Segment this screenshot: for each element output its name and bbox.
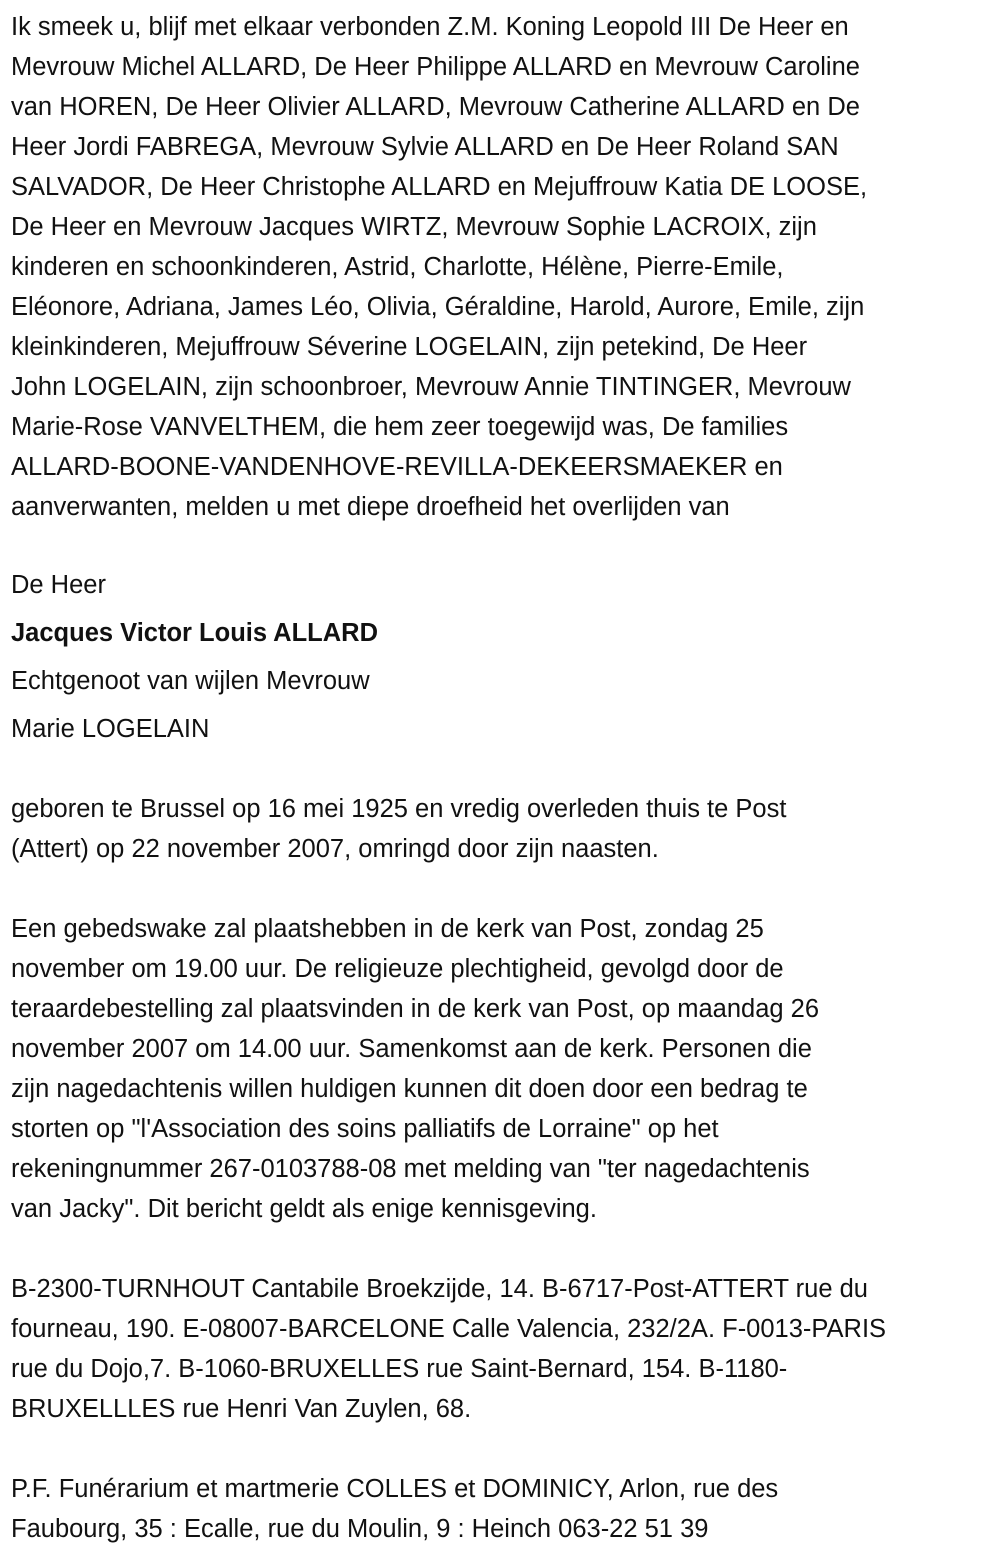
text-line: John LOGELAIN, zijn schoonbroer, Mevrouw Annie TINTINGER, Mevrouw bbox=[11, 373, 851, 401]
text-line: De Heer en Mevrouw Jacques WIRTZ, Mevrouw Sophie LACROIX, zijn bbox=[11, 213, 817, 241]
text-line: P.F. Funérarium et martmerie COLLES et DOMINICY, Arlon, rue des bbox=[11, 1475, 779, 1503]
text-line: BRUXELLLES rue Henri Van Zuylen, 68. bbox=[11, 1395, 472, 1423]
text-line: SALVADOR, De Heer Christophe ALLARD en Mejuffrouw Katia DE LOOSE, bbox=[11, 173, 868, 201]
text-line: rue du Dojo,7. B-1060-BRUXELLES rue Saint-Bernard, 154. B-1180- bbox=[11, 1355, 788, 1383]
text-line: rekeningnummer 267-0103788-08 met melding van "ter nagedachtenis bbox=[11, 1155, 810, 1183]
text-line: Heer Jordi FABREGA, Mevrouw Sylvie ALLARD en De Heer Roland SAN bbox=[11, 133, 839, 161]
text-line: Ik smeek u, blijf met elkaar verbonden Z.M. Koning Leopold III De Heer en bbox=[11, 13, 849, 41]
text-line: B-2300-TURNHOUT Cantabile Broekzijde, 14. B-6717-Post-ATTERT rue du bbox=[11, 1275, 868, 1303]
text-line: van HOREN, De Heer Olivier ALLARD, Mevrouw Catherine ALLARD en De bbox=[11, 93, 860, 121]
text-line: Faubourg, 35 : Ecalle, rue du Moulin, 9 : Heinch 063-22 51 39 bbox=[11, 1515, 709, 1543]
text-line: ALLARD-BOONE-VANDENHOVE-REVILLA-DEKEERSMAEKER en bbox=[11, 453, 783, 481]
deceased-title: De Heer bbox=[11, 571, 106, 599]
deceased-block bbox=[11, 561, 378, 753]
text-line: zijn nagedachtenis willen huldigen kunnen dit doen door een bedrag te bbox=[11, 1075, 808, 1103]
text-line: teraardebestelling zal plaatsvinden in de kerk van Post, op maandag 26 bbox=[11, 995, 820, 1023]
text-line: geboren te Brussel op 16 mei 1925 en vredig overleden thuis te Post bbox=[11, 795, 787, 823]
deceased-name: Jacques Victor Louis ALLARD bbox=[11, 619, 378, 647]
text-line: fourneau, 190. E-08007-BARCELONE Calle Valencia, 232/2A. F-0013-PARIS bbox=[11, 1315, 887, 1343]
text-line: Mevrouw Michel ALLARD, De Heer Philippe ALLARD en Mevrouw Caroline bbox=[11, 53, 860, 81]
birth-death-paragraph bbox=[11, 789, 786, 869]
funeral-home-paragraph bbox=[11, 1469, 778, 1549]
intro-paragraph bbox=[11, 7, 867, 527]
text-line: Marie-Rose VANVELTHEM, die hem zeer toegewijd was, De families bbox=[11, 413, 789, 441]
text-line: (Attert) op 22 november 2007, omringd door zijn naasten. bbox=[11, 835, 659, 863]
text-line: november om 19.00 uur. De religieuze plechtigheid, gevolgd door de bbox=[11, 955, 784, 983]
text-line: Een gebedswake zal plaatshebben in de kerk van Post, zondag 25 bbox=[11, 915, 764, 943]
text-line: storten op "l'Association des soins palliatifs de Lorraine" op het bbox=[11, 1115, 719, 1143]
spouse-line: Echtgenoot van wijlen Mevrouw bbox=[11, 667, 370, 695]
ceremony-paragraph bbox=[11, 909, 819, 1229]
text-line: Eléonore, Adriana, James Léo, Olivia, Géraldine, Harold, Aurore, Emile, zijn bbox=[11, 293, 865, 321]
text-line: november 2007 om 14.00 uur. Samenkomst aan de kerk. Personen die bbox=[11, 1035, 812, 1063]
text-line: kleinkinderen, Mejuffrouw Séverine LOGELAIN, zijn petekind, De Heer bbox=[11, 333, 808, 361]
spouse-name: Marie LOGELAIN bbox=[11, 715, 210, 743]
text-line: aanverwanten, melden u met diepe droefheid het overlijden van bbox=[11, 493, 730, 521]
addresses-paragraph bbox=[11, 1269, 886, 1429]
text-line: van Jacky". Dit bericht geldt als enige kennisgeving. bbox=[11, 1195, 597, 1223]
text-line: kinderen en schoonkinderen, Astrid, Charlotte, Hélène, Pierre-Emile, bbox=[11, 253, 784, 281]
